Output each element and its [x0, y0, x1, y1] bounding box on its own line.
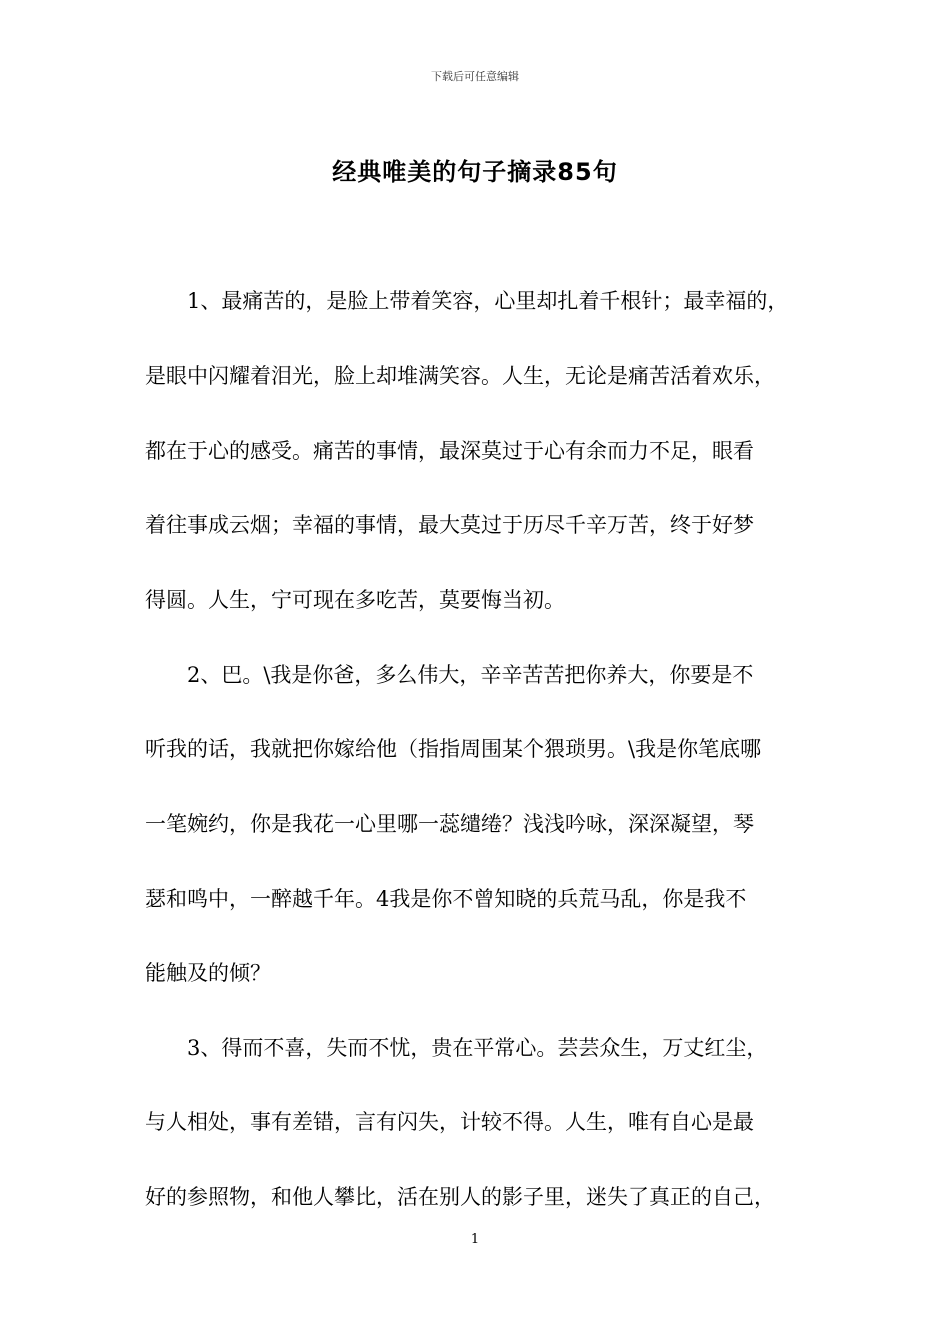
- paragraph-line: 与人相处，事有差错，言有闪失，计较不得。人生，唯有自心是最: [145, 1110, 754, 1134]
- paragraph-line: 2、巴。\我是你爸，多么伟大，辛辛苦苦把你养大，你要是不: [187, 663, 754, 687]
- paragraph-line: 着往事成云烟；幸福的事情，最大莫过于历尽千辛万苦，终于好梦: [145, 513, 754, 537]
- header-note: 下载后可任意编辑: [431, 70, 519, 83]
- page-number: 1: [470, 1232, 480, 1247]
- paragraph-line: 都在于心的感受。痛苦的事情，最深莫过于心有余而力不足，眼看: [145, 439, 754, 463]
- paragraph-line: 瑟和鸣中，一醉越千年。4我是你不曾知晓的兵荒马乱，你是我不: [145, 887, 747, 911]
- paragraph-line: 能触及的倾？: [145, 961, 271, 985]
- paragraph-line: 1、最痛苦的，是脸上带着笑容，心里却扎着千根针；最幸福的，: [187, 289, 789, 313]
- paragraph-line: 好的参照物，和他人攀比，活在别人的影子里，迷失了真正的自己，: [145, 1185, 775, 1209]
- paragraph-line: 3、得而不喜，失而不忧，贵在平常心。芸芸众生，万丈红尘，: [187, 1036, 768, 1060]
- paragraph-line: 得圆。人生，宁可现在多吃苦，莫要悔当初。: [145, 588, 565, 612]
- paragraph-line: 是眼中闪耀着泪光，脸上却堆满笑容。人生，无论是痛苦活着欢乐，: [145, 364, 775, 388]
- document-title: 经典唯美的句子摘录85句: [332, 158, 618, 186]
- paragraph-line: 听我的话，我就把你嫁给他（指指周围某个猥琐男。\我是你笔底哪: [145, 737, 762, 761]
- paragraph-line: 一笔婉约，你是我花一心里哪一蕊缱绻？浅浅吟咏，深深凝望，琴: [145, 812, 754, 836]
